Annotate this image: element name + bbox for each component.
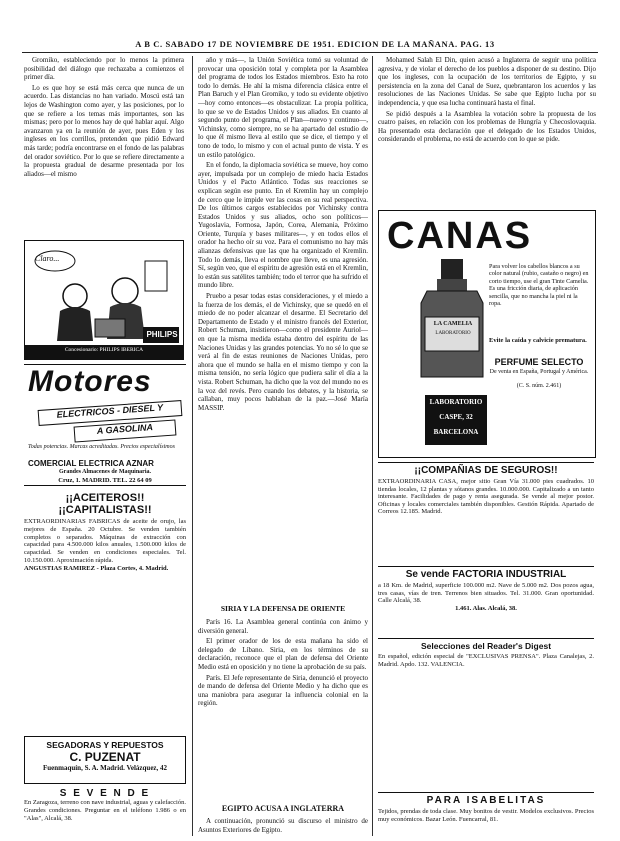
canas-text2: Evite la caída y calvicie prematura. (489, 337, 587, 344)
motores-ad (24, 364, 186, 486)
bottle-label: LA CAMELIA (433, 321, 473, 327)
aceiteros-footer: ANGUSTIAS RAMIREZ - Plaza Cortes, 4. Madrid. (24, 564, 169, 572)
factoria-body: a 18 Km. de Madrid, superficie 100.000 m2. Nave de 5.000 m2. Dos pozos agua, tres casas, vías de tren. Terrenos bien situados. Tel. 31.000. Gran oportunidad. Calle Alcalá, 38. (378, 582, 594, 605)
puzenat-line2: C. PUZENAT (69, 750, 141, 764)
motores-banner-2: A GASOLINA (74, 419, 177, 442)
philips-brand: PHILIPS (146, 330, 178, 339)
bottle-illustration (417, 259, 487, 379)
canas-ad (378, 210, 596, 458)
paragraph: Pruebo a pesar todas estas consideraciones, y el miedo a la fuerza de los demás, el de Vichinsky, que se quedó en el miedo de no poder alcanzar el desarme. El Secretario del Departamento de Estado y el ministro francés del Exterior, Robert Schuman, insistieron—como el presidente Auriol—en que la misma medida estaba dentro del espíritu de las Naciones Unidas y las grandes potencias. Yo no sé lo que se verá al fin de estas reuniones de Naciones Unidas, pero ahora que el mundo se halla en el mismo tiempo y con la misma tensión, no sería lógico que pudiera salir el día a la vista. Robert Schuman, ha dicho que la voz del mundo no es la voz del revés. Pero cuando los debates, y la historia, se callaban, muy pocos hablaban de la paz.—José María MASSIP. (198, 292, 368, 412)
paragraph: Mohamed Salah El Din, quien acusó a Inglaterra de seguir una política agresiva, y de violar el derecho de los pueblos a disponer de su destino. Dijo que los ingleses, con la ocupación de los territorios de Egipto, y su persistencia en la zona del Canal de Suez, quebrantaron los acuerdos y las resoluciones de las Naciones Unidas. Se sabe que Egipto lucha por su independencia, y que esa lucha continuará hasta el final. (378, 56, 596, 107)
column-2-egipto-text (198, 817, 368, 837)
canas-reg: (C. S. núm. 2.461) (516, 383, 562, 389)
companias-body: EXTRAORDINARIA CASA, mejor sitio Gran Vía 31.000 pies cuadrados. 10 tiendas locales, 12 plantas y sótanos grandes. 10.000.000. Capitalizado a un tanto interesante. Facilidades de pago y renta asegurada. Se vende al mejor postor. Oficinas y locales comerciales también disponibles. Gestión Rápida. Apartado de Correos 12.185. Madrid. (378, 478, 594, 516)
bottle-sub: LABORATORIO (435, 331, 471, 336)
motores-address: Cruz, 1. MADRID. TEL. 22 64 09 (58, 477, 152, 484)
motores-title: Motores (28, 365, 152, 398)
puzenat-footer: Fuenmaquín, S. A. Madrid. Velázquez, 42 (42, 764, 168, 772)
canas-sold: De venta en España, Portugal y América. (489, 369, 589, 375)
header-rule (22, 52, 598, 53)
paragraph: año y más—, la Unión Soviética tomó su voluntad de provocar una oposición total y completa por la Asamblea del programa de todos los Estados miembros. Esto ha roto todo lo demás. He ahí la misma diferencia clásica entre el Plan Baruch y el Plan Gromiko, y todo su evidente objetivo—hoy como entonces—es obstaculizar. La propia política, lo que se ve de Estados Unidos y sus aliados. En cuanto al segundo punto del programa, el Plan—nuevo y continuo—, Vichinsky, como siempre, no se ha apartado del estudio de lo que él mismo lleva al estilo que se dice, el tiempo y el tono de todo, lo mismo y con el actual punto de vista. Y es un estilo patológico. (198, 56, 368, 159)
paragraph: Se pidió después a la Asamblea la votación sobre la propuesta de los cuatro países, en relación con los problemas de Hungría y Checoslovaquia. Ha presentado esta declaración que el delegado de los Estados Unidos, considerando el problema, no está de acuerdo con lo que se pide. (378, 109, 596, 144)
philips-ad (24, 240, 184, 360)
aceiteros-title: ¡¡ACEITEROS!! (65, 492, 145, 504)
puzenat-line1: SEGADORAS Y REPUESTOS (46, 740, 164, 750)
puzenat-ad (24, 736, 186, 784)
canas-title: CANAS (387, 215, 533, 257)
philips-caption: Concesionario: PHILIPS IBERICA (64, 347, 144, 353)
companias-title: ¡¡COMPAÑIAS DE SEGUROS!! (414, 465, 558, 476)
isabelitas-title: PARA ISABELITAS (426, 795, 546, 806)
motores-company: COMERCIAL ELECTRICA AZNAR (28, 459, 154, 468)
isabelitas-body: Tejidos, prendas de toda clase. Muy bonitos de vestir. Modelos exclusivos. Precios muy económicos. Bazar León. Fuencarral, 81. (378, 808, 594, 823)
section-heading-egipto: EGIPTO ACUSA A INGLATERRA (221, 804, 345, 813)
column-2-siria-text (198, 618, 368, 768)
capitalistas-title: ¡¡CAPITALISTAS!! (58, 504, 152, 516)
column-1-text (24, 56, 184, 236)
se-vende-body: En Zaragoza, terreno con nave industrial, aguas y calefacción. Grandes condiciones. Preguntar en el teléfono 1.986 o en "Alas", Alcalá, 38. (24, 799, 186, 822)
lab-line3: BARCELONA (433, 428, 479, 436)
lab-line1: LABORATORIO (429, 398, 483, 406)
paragraph: Lo es que hoy se está más cerca que nunca de un acuerdo. Las distancias no han variado. Moscú está tan lejos de Washington como ayer, y las posiciones, por lo que se refiere a los temas más importantes, son las mismas; pero por lo menos hay de qué hablar aquí. Algo avanzaron ya en la reunión de ayer, pues Eden y los ingleses en los corrillos, pretenden que pidió Edward más tarde; podría encontrarse en el fondo de las palabras del orador soviético. Por lo que se refiere directamente a la propuesta gradual de desarme presentada por los aliados—el mismo (24, 83, 184, 178)
se-vende-title: S E V E N D E (59, 788, 151, 799)
laboratorio-box (425, 395, 487, 445)
isabelitas-ad (378, 792, 594, 839)
lab-line2: CASPE, 32 (439, 413, 473, 421)
readers-title: Selecciones del Reader's Digest (420, 641, 552, 651)
page-header: A B C. SABADO 17 DE NOVIEMBRE DE 1951. EDICION DE LA MAÑANA. PAG. 13 (135, 39, 495, 49)
paragraph: El primer orador de los de esta mañana ha sido el delegado de Líbano. Siria, en los términos de su declaración, reconoce que el plan de defensa del Oriente Medio está en oposición y no tiene la aprobación de su país. (198, 637, 368, 671)
column-3-text (378, 56, 596, 232)
speech-bubble-text: Claro... (35, 254, 60, 263)
paragraph: París. El Jefe representante de Siria, denunció el proyecto de mando de defensa del Oriente Medio y ha dicho que es una maniobra para asegurar la influencia colonial en la región. (198, 673, 368, 708)
readers-body: En español, edición especial de "EXCLUSIVAS PRENSA". Plaza Canalejas, 2. Madrid. Apdo. 132. VALENCIA. (378, 653, 594, 668)
column-divider-2 (372, 56, 373, 836)
column-2-text (198, 56, 368, 601)
column-divider-1 (192, 56, 193, 836)
readers-digest-ad (378, 638, 594, 675)
factoria-ad (378, 566, 594, 627)
companias-ad (378, 462, 594, 555)
factoria-footer: 1.461. Alas. Alcalá, 38. (455, 604, 517, 612)
perfume-selecto: PERFUME SELECTO (494, 357, 584, 367)
aceiteros-ad (24, 492, 186, 600)
section-heading-siria: SIRIA Y LA DEFENSA DE ORIENTE (220, 604, 346, 613)
motores-desc: Todas potencias. Marcas acreditadas. Precios especialísimos (28, 444, 175, 450)
motores-banner-1: ELECTRICOS - DIESEL Y (38, 400, 183, 426)
motores-sub: Grandes Almacenes de Maquinaria. (58, 469, 151, 475)
paragraph: París 16. La Asamblea general continúa con ánimo y diversión general. (198, 618, 368, 635)
se-vende-ad (24, 788, 186, 838)
aceiteros-body: EXTRAORDINARIAS FABRICAS de aceite de orujo, las mejores de España. 20 Octubre. Se venden también completos o separados. Máquinas de extracción con capacidad para 4.500.000 kilos anuales, 1.500.000 kilos de capacidad. Se venden en condiciones especiales. Tel. 10.150.000. Aproximación rápida. (24, 518, 186, 564)
paragraph: Gromiko, estableciendo por lo menos la primera posibilidad del diálogo que rechazaba a comienzos el primer día. (24, 56, 184, 82)
factoria-title: Se vende FACTORIA INDUSTRIAL (405, 569, 567, 580)
paragraph: A continuación, pronunció su discurso el ministro de Asuntos Exteriores de Egipto. (198, 817, 368, 834)
paragraph: En el fondo, la diplomacia soviética se mueve, hoy como ayer, impulsada por un complejo de miedo hacia Estados Unidos y el Pacto Atlántico. Todas sus reacciones se explican según ese punto. En el Kremlin hay un complejo de cerco que le impide ver las cosas en su real perspectiva. De los últimos cargos establecidos por Vichinsky contra Estados Unidos y sus aliados, ocho son políticos—Yugoslavia, Formosa, Japón, Corea, Alemania, Próximo Oriente, Turquía y bases militares—, y en todos ellos el orador ha hecho oír su voz. Para el comunismo no hay más alianzas defensivas que las que ha organizado el Kremlin. Todo lo demás, lleva el nombre que lleve, es una agresión. Sí, según veo, que el espíritu de agresión está en el Kremlin, lo están sus satélites también; todo el terror que ha sufrido el mundo libre. (198, 161, 368, 290)
canas-text: Para volver los cabellos blancos a su color natural (rubio, castaño o negro) en corto tiempo, use el gran Tinte Camelia. Es una fricción diaria, de aplicación sencilla, que no mancha la piel ni la ropa. (489, 263, 589, 308)
